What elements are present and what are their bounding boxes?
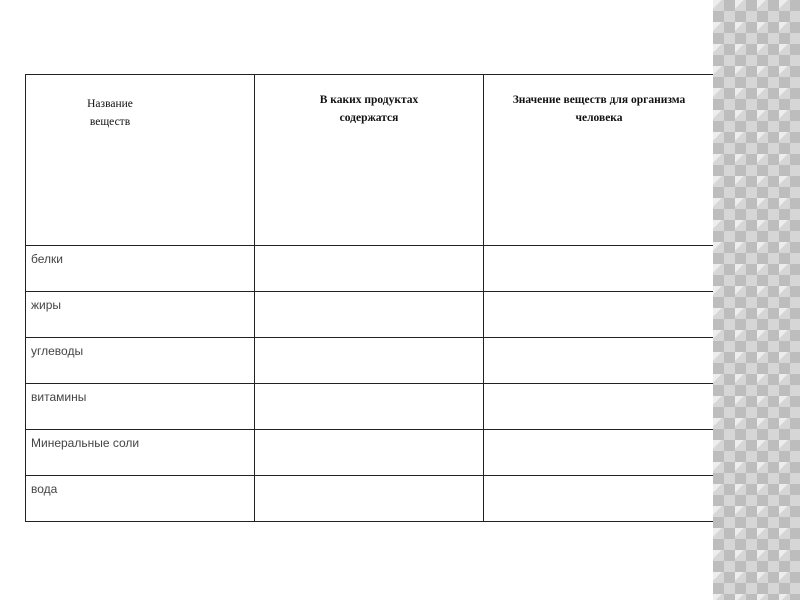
table-row (26, 384, 715, 430)
row-label-cell (26, 246, 255, 292)
header-substance-name (26, 75, 255, 246)
row-label: углеводы (31, 344, 84, 358)
significance-cell[interactable] (484, 476, 715, 522)
substances-table (25, 74, 715, 522)
table-row (26, 338, 715, 384)
products-cell[interactable] (255, 338, 484, 384)
header-line: Значение веществ для организма (512, 94, 686, 106)
significance-cell[interactable] (484, 246, 715, 292)
header-row (26, 75, 715, 246)
products-cell[interactable] (255, 246, 484, 292)
header-significance (484, 75, 715, 246)
row-label: жиры (31, 298, 62, 312)
header-line: веществ (89, 116, 131, 128)
row-label-cell (26, 292, 255, 338)
row-label-cell (26, 476, 255, 522)
row-label: вода (31, 482, 58, 496)
header-line: Название (87, 98, 133, 110)
row-label-cell (26, 384, 255, 430)
row-label-cell (26, 338, 255, 384)
products-cell[interactable] (255, 384, 484, 430)
header-products (255, 75, 484, 246)
table-row (26, 292, 715, 338)
header-line: человека (575, 112, 623, 124)
row-label: белки (31, 252, 63, 266)
table-row (26, 430, 715, 476)
header-line: В каких продуктах (319, 94, 419, 106)
significance-cell[interactable] (484, 338, 715, 384)
significance-cell[interactable] (484, 430, 715, 476)
header-line: содержатся (339, 112, 399, 124)
row-label: Минеральные соли (31, 436, 140, 450)
decorative-pattern-strip (713, 0, 800, 600)
products-cell[interactable] (255, 430, 484, 476)
row-label-cell (26, 430, 255, 476)
products-cell[interactable] (255, 292, 484, 338)
significance-cell[interactable] (484, 384, 715, 430)
table-row (26, 246, 715, 292)
significance-cell[interactable] (484, 292, 715, 338)
table-row (26, 476, 715, 522)
products-cell[interactable] (255, 476, 484, 522)
row-label: витамины (31, 390, 87, 404)
